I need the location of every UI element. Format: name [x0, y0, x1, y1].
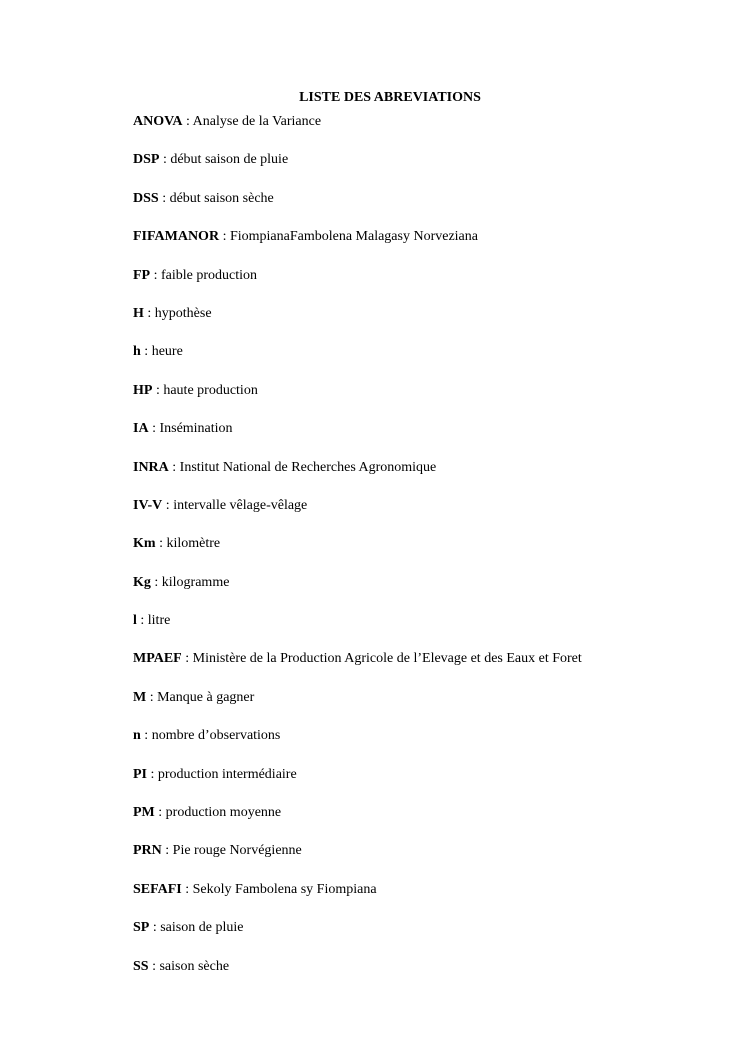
abbreviation-definition: saison sèche: [159, 958, 230, 974]
abbreviation-definition: litre: [147, 613, 171, 629]
abbreviation-term: h: [133, 344, 141, 360]
separator: :: [148, 421, 160, 437]
abbreviation-term: INRA: [133, 459, 169, 475]
abbreviation-term: H: [133, 305, 144, 321]
separator: :: [219, 229, 230, 245]
abbreviation-entry: [133, 842, 733, 880]
abbreviation-term: l: [133, 613, 137, 629]
separator: :: [168, 459, 180, 475]
abbreviation-definition: saison de pluie: [160, 920, 244, 936]
abbreviation-term: M: [133, 689, 147, 705]
separator: :: [162, 497, 174, 513]
separator: :: [158, 190, 170, 206]
separator: :: [182, 114, 193, 129]
abbreviation-term: DSP: [133, 152, 160, 168]
separator: :: [150, 574, 162, 590]
separator: :: [140, 344, 152, 360]
separator: :: [150, 267, 161, 283]
abbreviation-entry: [133, 881, 733, 919]
abbreviation-term: PI: [133, 766, 147, 782]
separator: :: [181, 651, 193, 667]
abbreviation-entry: [133, 382, 733, 420]
abbreviation-entry: [133, 343, 733, 381]
abbreviation-entry: [133, 267, 733, 305]
abbreviation-term: SP: [133, 920, 150, 936]
abbreviation-term: PRN: [133, 843, 162, 859]
abbreviation-term: Kg: [133, 574, 151, 590]
abbreviation-definition: début saison sèche: [169, 190, 274, 206]
abbreviation-definition: heure: [151, 344, 183, 360]
abbreviation-entry: [133, 689, 733, 727]
abbreviation-entry: [133, 228, 733, 266]
separator: :: [181, 881, 193, 897]
abbreviation-definition: FiompianaFambolena Malagasy Norveziana: [229, 229, 478, 245]
abbreviation-list: [133, 113, 733, 996]
abbreviation-entry: [133, 151, 733, 189]
abbreviation-definition: kilogramme: [161, 574, 230, 590]
abbreviation-entry: [133, 190, 733, 228]
abbreviation-term: IV-V: [133, 497, 163, 513]
abbreviation-entry: [133, 804, 733, 842]
separator: :: [146, 689, 158, 705]
abbreviation-entry: [133, 459, 733, 497]
separator: :: [154, 805, 166, 821]
abbreviation-definition: production intermédiaire: [157, 766, 297, 782]
abbreviation-term: Km: [133, 536, 156, 552]
separator: :: [136, 613, 148, 629]
abbreviation-term: PM: [133, 805, 155, 821]
abbreviation-term: MPAEF: [133, 651, 182, 667]
separator: :: [152, 382, 164, 398]
abbreviation-term: SS: [133, 958, 149, 974]
separator: :: [149, 920, 161, 936]
abbreviation-definition: Institut National de Recherches Agronomique: [179, 459, 437, 475]
abbreviation-definition: Ministère de la Production Agricole de l’Elevage et des Eaux et Foret: [192, 651, 582, 667]
abbreviation-entry: [133, 650, 733, 688]
abbreviation-definition: production moyenne: [165, 805, 282, 821]
abbreviation-definition: haute production: [163, 382, 258, 398]
abbreviation-definition: début saison de pluie: [170, 152, 289, 168]
abbreviation-entry: [133, 113, 733, 151]
abbreviation-definition: kilomètre: [166, 536, 221, 552]
abbreviation-definition: nombre d’observations: [151, 728, 281, 744]
separator: :: [140, 728, 152, 744]
abbreviation-entry: [133, 420, 733, 458]
abbreviation-term: ANOVA: [133, 114, 183, 129]
abbreviation-term: IA: [133, 421, 149, 437]
abbreviation-definition: faible production: [161, 267, 258, 283]
page-title: LISTE DES ABREVIATIONS: [299, 90, 481, 105]
abbreviation-term: DSS: [133, 190, 159, 206]
separator: :: [161, 843, 173, 859]
abbreviation-term: n: [133, 728, 141, 744]
abbreviation-definition: Manque à gagner: [157, 689, 255, 705]
separator: :: [143, 305, 155, 321]
abbreviation-entry: [133, 497, 733, 535]
abbreviation-definition: Sekoly Fambolena sy Fiompiana: [192, 881, 377, 897]
abbreviation-entry: [133, 919, 733, 957]
separator: :: [148, 958, 160, 974]
abbreviation-definition: Analyse de la Variance: [192, 114, 322, 129]
abbreviation-definition: intervalle vêlage-vêlage: [173, 497, 308, 513]
abbreviation-term: SEFAFI: [133, 881, 182, 897]
abbreviation-term: FP: [133, 267, 151, 283]
abbreviation-entry: [133, 535, 733, 573]
abbreviation-definition: hypothèse: [154, 305, 212, 321]
abbreviation-entry: [133, 574, 733, 612]
abbreviation-entry: [133, 766, 733, 804]
abbreviation-term: FIFAMANOR: [133, 229, 220, 245]
abbreviation-term: HP: [133, 382, 153, 398]
abbreviation-entry: [133, 305, 733, 343]
abbreviation-entry: [133, 612, 733, 650]
separator: :: [155, 536, 167, 552]
abbreviation-entry: [133, 958, 733, 996]
abbreviation-definition: Insémination: [159, 421, 233, 437]
abbreviation-entry: [133, 727, 733, 765]
separator: :: [159, 152, 171, 168]
abbreviation-definition: Pie rouge Norvégienne: [172, 843, 302, 859]
separator: :: [147, 766, 158, 782]
